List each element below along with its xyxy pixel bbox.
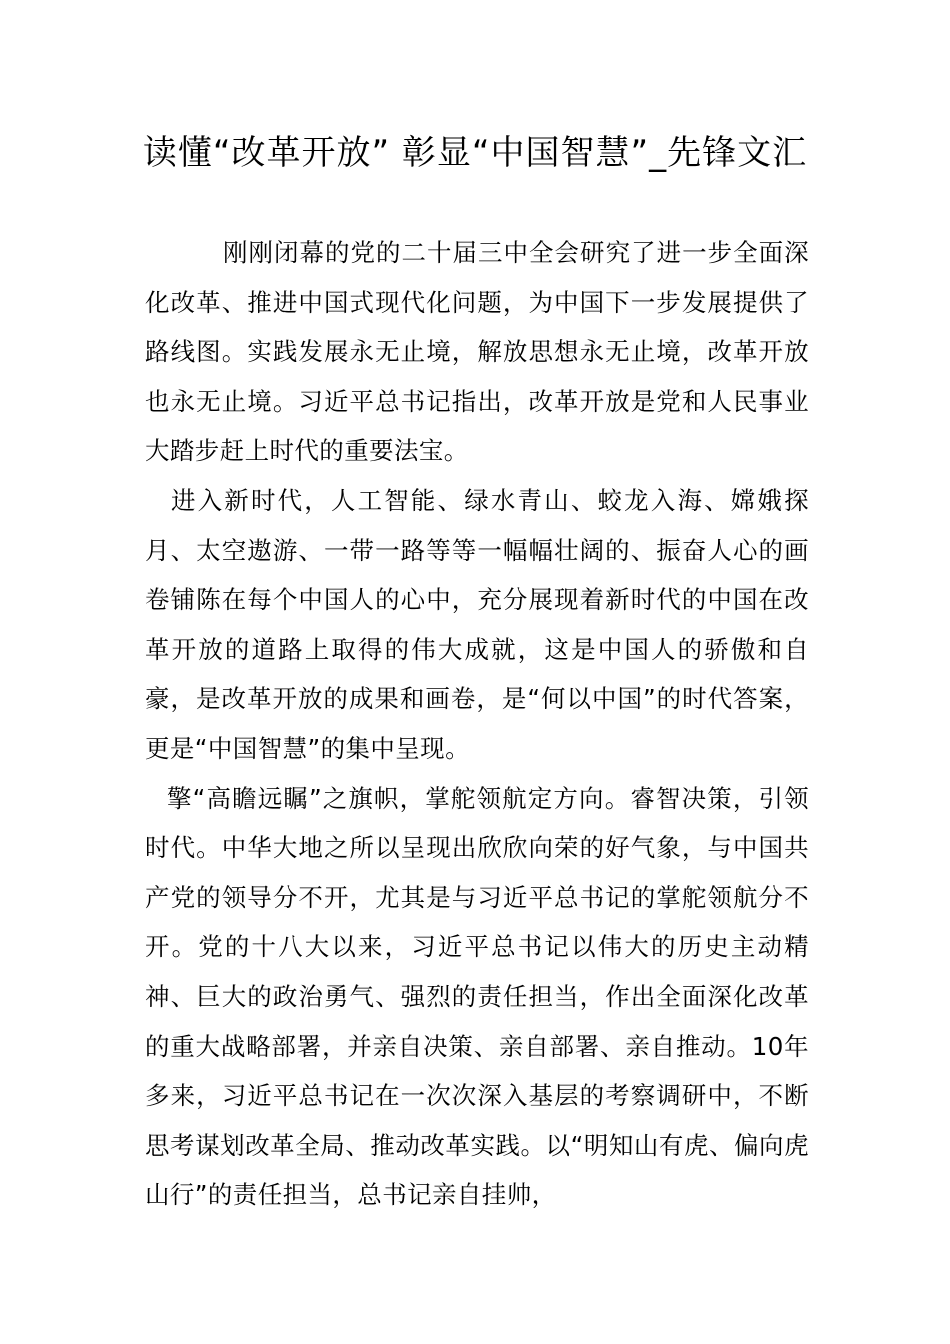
paragraph-1: 刚刚闭幕的党的二十届三中全会研究了进一步全面深化改革、推进中国式现代化问题，为中国下一步发展提供了路线图。实践发展永无止境，解放思想永无止境，改革开放也永无止境。习近平总书记指出，改革开放是党和人民事业大踏步赶上时代的重要法宝。 — [145, 238, 809, 466]
paragraph-3: 擎“高瞻远瞩”之旗帜，掌舵领航定方向。睿智决策，引领时代。中华大地之所以呈现出欣欣向荣的好气象，与中国共产党的领导分不开，尤其是与习近平总书记的掌舵领航分不开。党的十八大以来，习近平总书记以伟大的历史主动精神、巨大的政治勇气、强烈的责任担当，作出全面深化改革的重大战略部署，并亲自决策、亲自部署、亲自推动。10年多来，习近平总书记在一次次深入基层的考察调研中，不断思考谋划改革全局、推动改革实践。以“明知山有虎、偏向虎山行”的责任担当，总书记亲自挂帅， — [145, 783, 809, 1210]
document-body — [145, 228, 809, 1220]
paragraph-2: 进入新时代，人工智能、绿水青山、蛟龙入海、嫦娥探月、太空遨游、一带一路等等一幅幅壮阔的、振奋人心的画卷铺陈在每个中国人的心中，充分展现着新时代的中国在改革开放的道路上取得的伟大成就，这是中国人的骄傲和自豪，是改革开放的成果和画卷，是“何以中国”的时代答案，更是“中国智慧”的集中呈现。 — [145, 485, 809, 763]
document-title: 读懂“改革开放” 彰显“中国智慧”_先锋文汇 — [142, 133, 808, 173]
